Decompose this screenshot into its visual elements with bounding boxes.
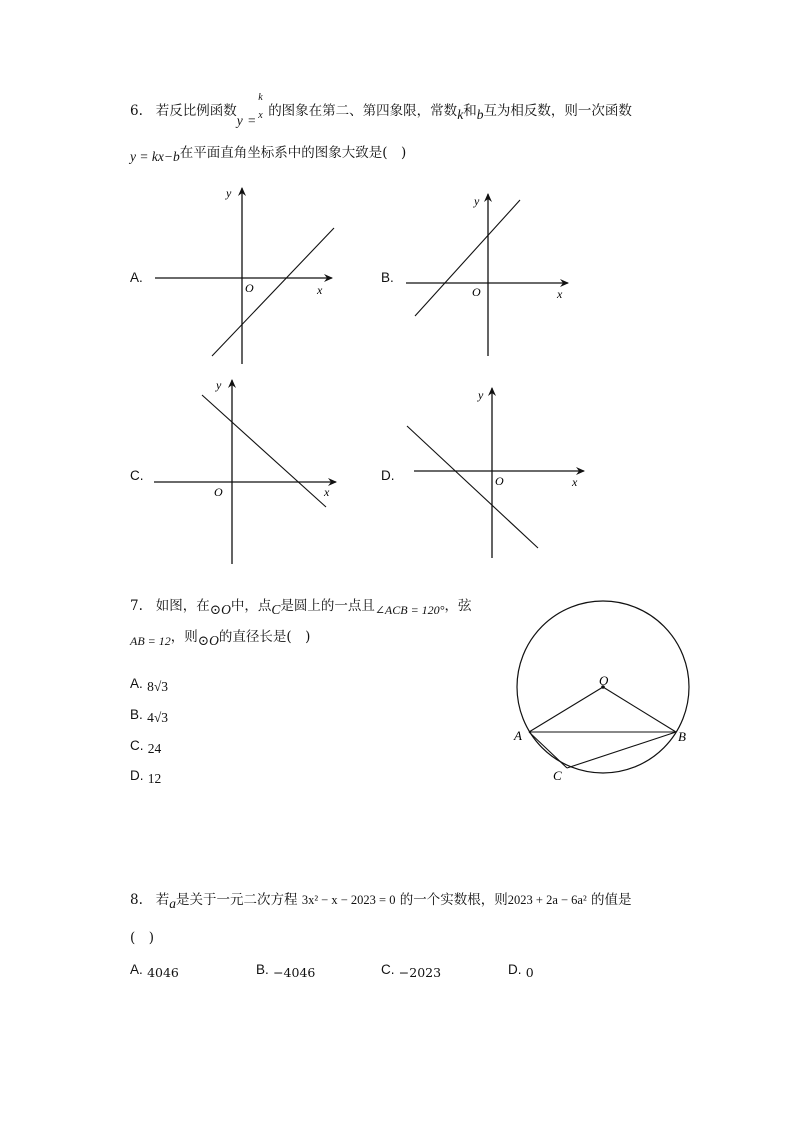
axis-x-label: x (572, 475, 578, 489)
q7-c: C (271, 602, 281, 617)
q6-line1 (130, 92, 632, 128)
label-c: C (553, 768, 562, 783)
q6-line2 (130, 145, 407, 164)
q8-equation: 3x² − x − 2023 = 0 (301, 893, 396, 907)
q6-line2-text: 在平面直角坐标系中的图象大致是( ) (179, 145, 407, 161)
q7-text-d: ，弦 (444, 598, 472, 614)
q7-circle-figure (505, 598, 700, 788)
q8-option-d-value: 0 (525, 965, 534, 980)
q8-text-c: 的一个实数根，则 (399, 892, 508, 908)
label-o: O (599, 673, 609, 688)
axis-y-label: y (478, 388, 484, 402)
q8-line2: ( ) (130, 930, 155, 946)
q8-number: 8. (130, 892, 143, 908)
q7-angle: ∠ACB = 120° (374, 603, 445, 617)
q7-text-f: 的直径长是( ) (218, 629, 311, 645)
q8-line1 (130, 892, 632, 911)
axis-x-label: x (324, 485, 330, 499)
q6-option-c-label: C. (130, 468, 144, 483)
q7-ab: AB = 12 (130, 634, 171, 648)
q8-text-b: 是关于一元二次方程 (176, 892, 298, 908)
segment-cb (567, 732, 676, 768)
q8-option-a-value: 4046 (147, 965, 179, 980)
q8-option-d (508, 962, 534, 978)
q7-option-a (130, 676, 168, 692)
q6-option-d-label: D. (381, 468, 395, 483)
q7-number: 7. (130, 598, 143, 614)
q8-option-b (256, 962, 315, 978)
q7-line2 (130, 629, 311, 649)
segment-ac (529, 732, 567, 768)
q6-text-b: 的图象在第二、第四象限，常数 (268, 103, 458, 119)
q7-option-b-value: 4√3 (147, 710, 168, 725)
q8-option-c-value: −2023 (398, 965, 442, 980)
q6-text-c: 和 (463, 103, 477, 119)
graph-line (415, 200, 520, 316)
q8-option-a (130, 962, 179, 978)
q7-option-c-label: C. (130, 738, 144, 753)
q8-option-d-label: D. (508, 962, 522, 977)
axis-y-label: y (226, 186, 232, 200)
q7-option-d-value: 12 (147, 771, 162, 786)
axis-x-label: x (557, 287, 563, 301)
q6-text-a: 若反比例函数 (155, 103, 237, 119)
q6-option-b-label: B. (381, 270, 394, 285)
segment-ob (603, 687, 676, 732)
q8-expression: 2023 + 2a − 6a² (507, 893, 587, 907)
q6-k: k (457, 107, 464, 122)
q8-option-b-label: B. (256, 962, 269, 977)
q7-option-c (130, 738, 161, 754)
label-a: A (514, 728, 522, 743)
q7-text-a: 如图，在 (155, 598, 210, 614)
q6-text-d: 互为相反数，则一次函数 (483, 103, 632, 119)
q7-option-a-value: 8√3 (147, 679, 168, 694)
q6-graph-d (400, 384, 590, 560)
graph-line (212, 228, 334, 356)
q6-graph-b (400, 190, 580, 360)
q7-text-e: ，则 (170, 629, 198, 645)
q6-b: b (476, 107, 484, 122)
q7-o: O (221, 602, 231, 617)
q7-text-c: 是圆上的一点且 (280, 598, 375, 614)
q7-option-d (130, 768, 161, 784)
q6-graph-c (150, 376, 350, 568)
q7-option-b-label: B. (130, 707, 143, 722)
q7-o-2: O (209, 633, 219, 648)
q7-option-a-label: A. (130, 676, 143, 691)
q6-line2-fn: y = kx−b (130, 149, 180, 164)
q6-eq: = (247, 113, 257, 128)
graph-line (407, 426, 538, 548)
axis-x-label: x (317, 283, 323, 297)
origin-label: O (472, 285, 481, 299)
q6-graph-a (150, 182, 350, 372)
q8-option-b-value: −4046 (273, 965, 316, 980)
q7-circle-symbol-2: ⊙ (197, 633, 210, 649)
q8-option-a-label: A. (130, 962, 143, 977)
segment-oa (529, 687, 603, 732)
q7-option-d-label: D. (130, 768, 144, 783)
axis-y-label: y (474, 194, 480, 208)
q7-circle-symbol: ⊙ (209, 602, 222, 618)
q6-option-a-label: A. (130, 270, 143, 285)
q6-number: 6. (130, 103, 143, 119)
q8-text-a: 若 (155, 892, 170, 908)
q8-option-c (381, 962, 441, 978)
q6-fn-y: y (236, 113, 243, 128)
q7-option-b (130, 707, 168, 723)
origin-label: O (214, 485, 223, 499)
q6-fraction: k x (258, 92, 263, 121)
origin-label: O (495, 474, 504, 488)
axis-y-label: y (216, 378, 222, 392)
q8-text-d: 的值是 (591, 892, 632, 908)
q7-line1 (130, 598, 472, 618)
q8-a: a (169, 896, 177, 911)
label-b: B (678, 729, 686, 744)
origin-label: O (245, 281, 254, 295)
q7-text-b: 中，点 (230, 598, 272, 614)
q7-option-c-value: 24 (147, 741, 162, 756)
q8-option-c-label: C. (381, 962, 395, 977)
